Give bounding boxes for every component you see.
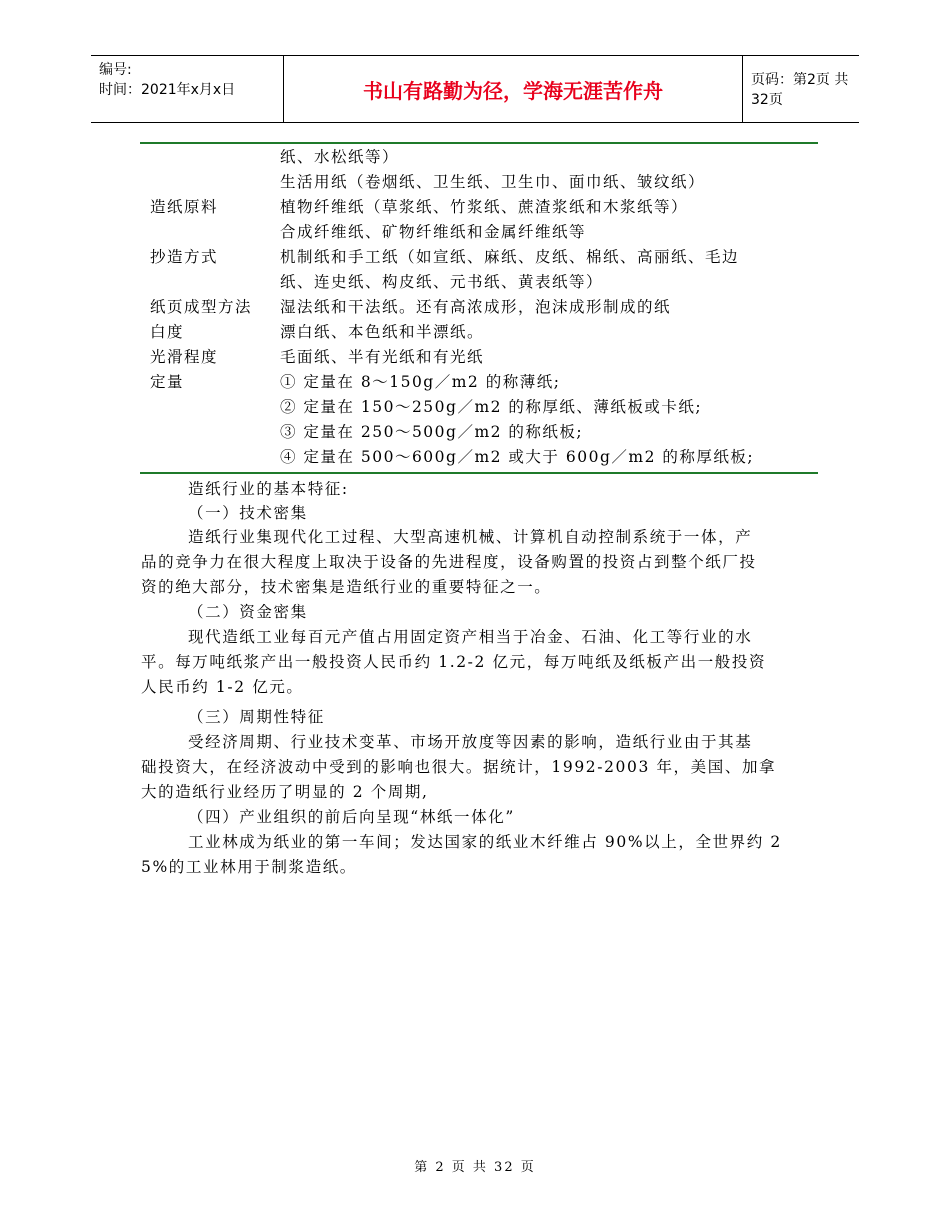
time-label: 时间：2021年x月x日 [99, 82, 236, 98]
header-page-label: 页码：第2页 共32页 [751, 72, 849, 108]
section-heading-4: （四）产业组织的前后向呈现“林纸一体化” [188, 808, 515, 826]
row-value: ② 定量在 150～250g／m2 的称厚纸、薄纸板或卡纸; [280, 398, 703, 416]
row-value: 合成纤维纸、矿物纤维纸和金属纤维纸等 [280, 223, 587, 241]
intro-line: 造纸行业的基本特征: [188, 480, 349, 498]
row-value: ① 定量在 8～150g／m2 的称薄纸; [280, 373, 561, 391]
row-key: 抄造方式 [150, 248, 219, 266]
row-key: 定量 [150, 373, 185, 391]
row-key: 白度 [150, 323, 185, 341]
paragraph-line: 资的绝大部分，技术密集是造纸行业的重要特征之一。 [141, 578, 552, 596]
page-header [91, 55, 859, 123]
table-row [140, 320, 818, 344]
table-row [140, 420, 818, 444]
paragraph-line: 础投资大，在经济波动中受到的影响也很大。据统计，1992-2003 年，美国、加拿 [141, 758, 777, 776]
table-row [140, 445, 818, 469]
paragraph-line: 工业林成为纸业的第一车间；发达国家的纸业木纤维占 90%以上，全世界约 2 [188, 833, 782, 851]
row-value: ③ 定量在 250～500g／m2 的称纸板; [280, 423, 584, 441]
row-value: 漂白纸、本色纸和半漂纸。 [280, 323, 485, 341]
paragraph-line: 受经济周期、行业技术变革、市场开放度等因素的影响，造纸行业由于其基 [188, 733, 753, 751]
paragraph-line: 现代造纸工业每百元产值占用固定资产相当于冶金、石油、化工等行业的水 [188, 628, 753, 646]
page-footer: 第 2 页 共 32 页 [414, 1160, 536, 1175]
row-key: 光滑程度 [150, 348, 219, 366]
paragraph-line: 5%的工业林用于制浆造纸。 [141, 858, 357, 876]
row-key: 造纸原料 [150, 198, 219, 216]
section-heading-3: （三）周期性特征 [188, 708, 325, 726]
table-row [140, 345, 818, 369]
paragraph-line: 大的造纸行业经历了明显的 2 个周期, [141, 783, 429, 801]
header-meta [91, 56, 283, 122]
paragraph-line: 人民币约 1-2 亿元。 [141, 678, 304, 696]
row-value: 纸、连史纸、构皮纸、元书纸、黄表纸等） [280, 273, 604, 291]
row-key: 纸页成型方法 [150, 298, 253, 316]
paper-classification-table [140, 142, 818, 474]
table-row [140, 220, 818, 244]
row-value: 毛面纸、半有光纸和有光纸 [280, 348, 485, 366]
row-value: 纸、水松纸等） [280, 148, 400, 166]
table-row [140, 370, 818, 394]
row-value: 植物纤维纸（草浆纸、竹浆纸、蔗渣浆纸和木浆纸等） [280, 198, 689, 216]
table-row [140, 270, 818, 294]
paragraph-line: 造纸行业集现代化工过程、大型高速机械、计算机自动控制系统于一体，产 [188, 528, 753, 546]
paragraph-line: 品的竞争力在很大程度上取决于设备的先进程度，设备购置的投资占到整个纸厂投 [141, 553, 757, 571]
table-row [140, 395, 818, 419]
table-row [140, 170, 818, 194]
table-row [140, 295, 818, 319]
section-heading-1: （一）技术密集 [188, 504, 308, 522]
header-motto: 书山有路勤为径，学海无涯苦作舟 [283, 56, 743, 122]
number-label: 编号: [99, 62, 132, 78]
row-value: 湿法纸和干法纸。还有高浓成形，泡沫成形制成的纸 [280, 298, 672, 316]
section-heading-2: （二）资金密集 [188, 603, 308, 621]
table-row [140, 245, 818, 269]
table-row [140, 195, 818, 219]
table-row [140, 145, 818, 169]
paragraph-line: 平。每万吨纸浆产出一般投资人民币约 1.2-2 亿元，每万吨纸及纸板产出一般投资 [141, 653, 767, 671]
row-value: 生活用纸（卷烟纸、卫生纸、卫生巾、面巾纸、皱纹纸） [280, 173, 706, 191]
row-value: ④ 定量在 500～600g／m2 或大于 600g／m2 的称厚纸板; [280, 448, 755, 466]
row-value: 机制纸和手工纸（如宣纸、麻纸、皮纸、棉纸、高丽纸、毛边 [280, 248, 740, 266]
